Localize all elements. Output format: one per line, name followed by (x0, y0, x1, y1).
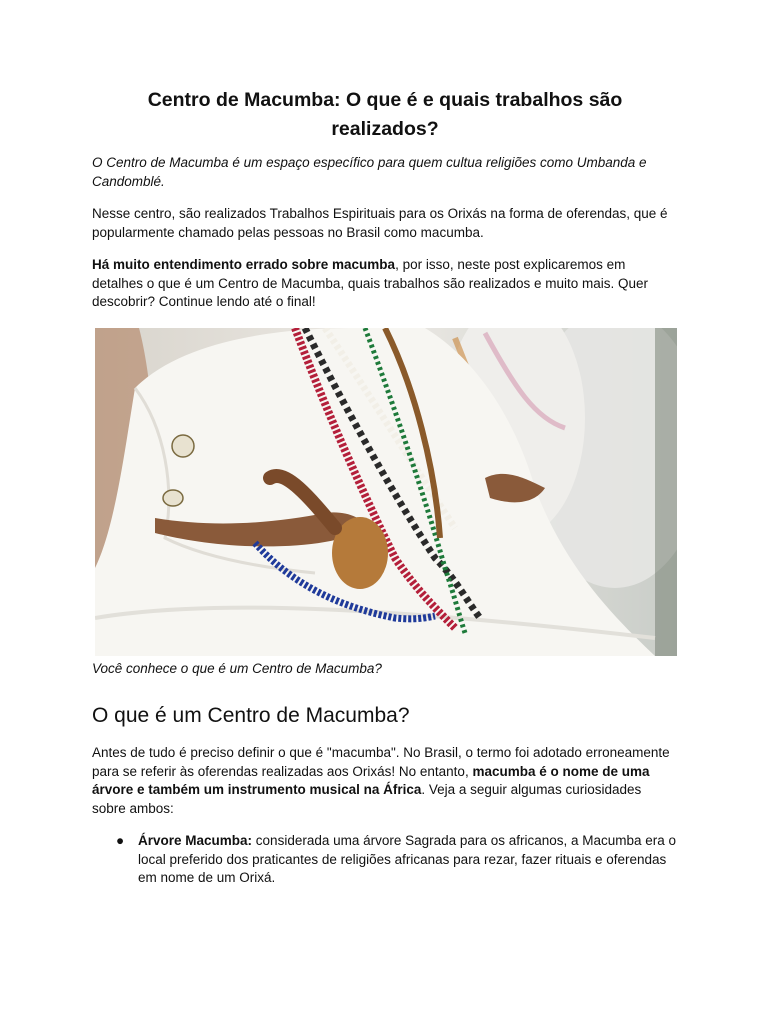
bullet-dot-icon: ● (116, 833, 125, 848)
paragraph-4-part2: . Veja a seguir algumas curiosidades sobre ambos: (92, 782, 642, 816)
paragraph-2: Nesse centro, são realizados Trabalhos Espirituais para os Orixás na forma de oferendas, que é popularmente chamado pelas pessoas no Brasil como macumba. (92, 206, 668, 240)
bullet-text: considerada uma árvore Sagrada para os africanos, a Macumba era o local preferido dos praticantes de religiões africanas para rezar, fazer rituais e oferendas em nome de um Orixá. (138, 833, 677, 885)
bullet-list (92, 832, 678, 888)
paragraph-3-bold: Há muito entendimento errado sobre macumba (92, 257, 396, 272)
photo-caption: Você conhece o que é um Centro de Macumba? (92, 661, 382, 676)
article-title: Centro de Macumba: O que é e quais trabalhos são realizados? (147, 89, 623, 140)
article-photo (95, 328, 677, 656)
paragraph-4-part1: Antes de tudo é preciso definir o que é "macumba". No Brasil, o termo foi adotado erroneamente para se referir às oferendas realizadas aos Orixás! No entanto, (92, 745, 670, 779)
paragraph-3-rest: , por isso, neste post explicaremos em detalhes o que é um Centro de Macumba, quais trabalhos são realizados e muito mais. Quer descobrir? Continue lendo até o final! (92, 257, 649, 309)
paragraph-4 (92, 744, 678, 818)
intro-paragraph: O Centro de Macumba é um espaço específico para quem cultua religiões como Umbanda e Candomblé. (92, 155, 647, 189)
bullet-label: Árvore Macumba: (138, 833, 253, 848)
ritual-photo-illustration (95, 328, 677, 656)
section-heading: O que é um Centro de Macumba? (92, 704, 410, 727)
list-item (92, 832, 678, 888)
paragraph-3 (92, 256, 678, 312)
paragraph-4-bold: macumba é o nome de uma árvore e também um instrumento musical na África (92, 763, 650, 797)
